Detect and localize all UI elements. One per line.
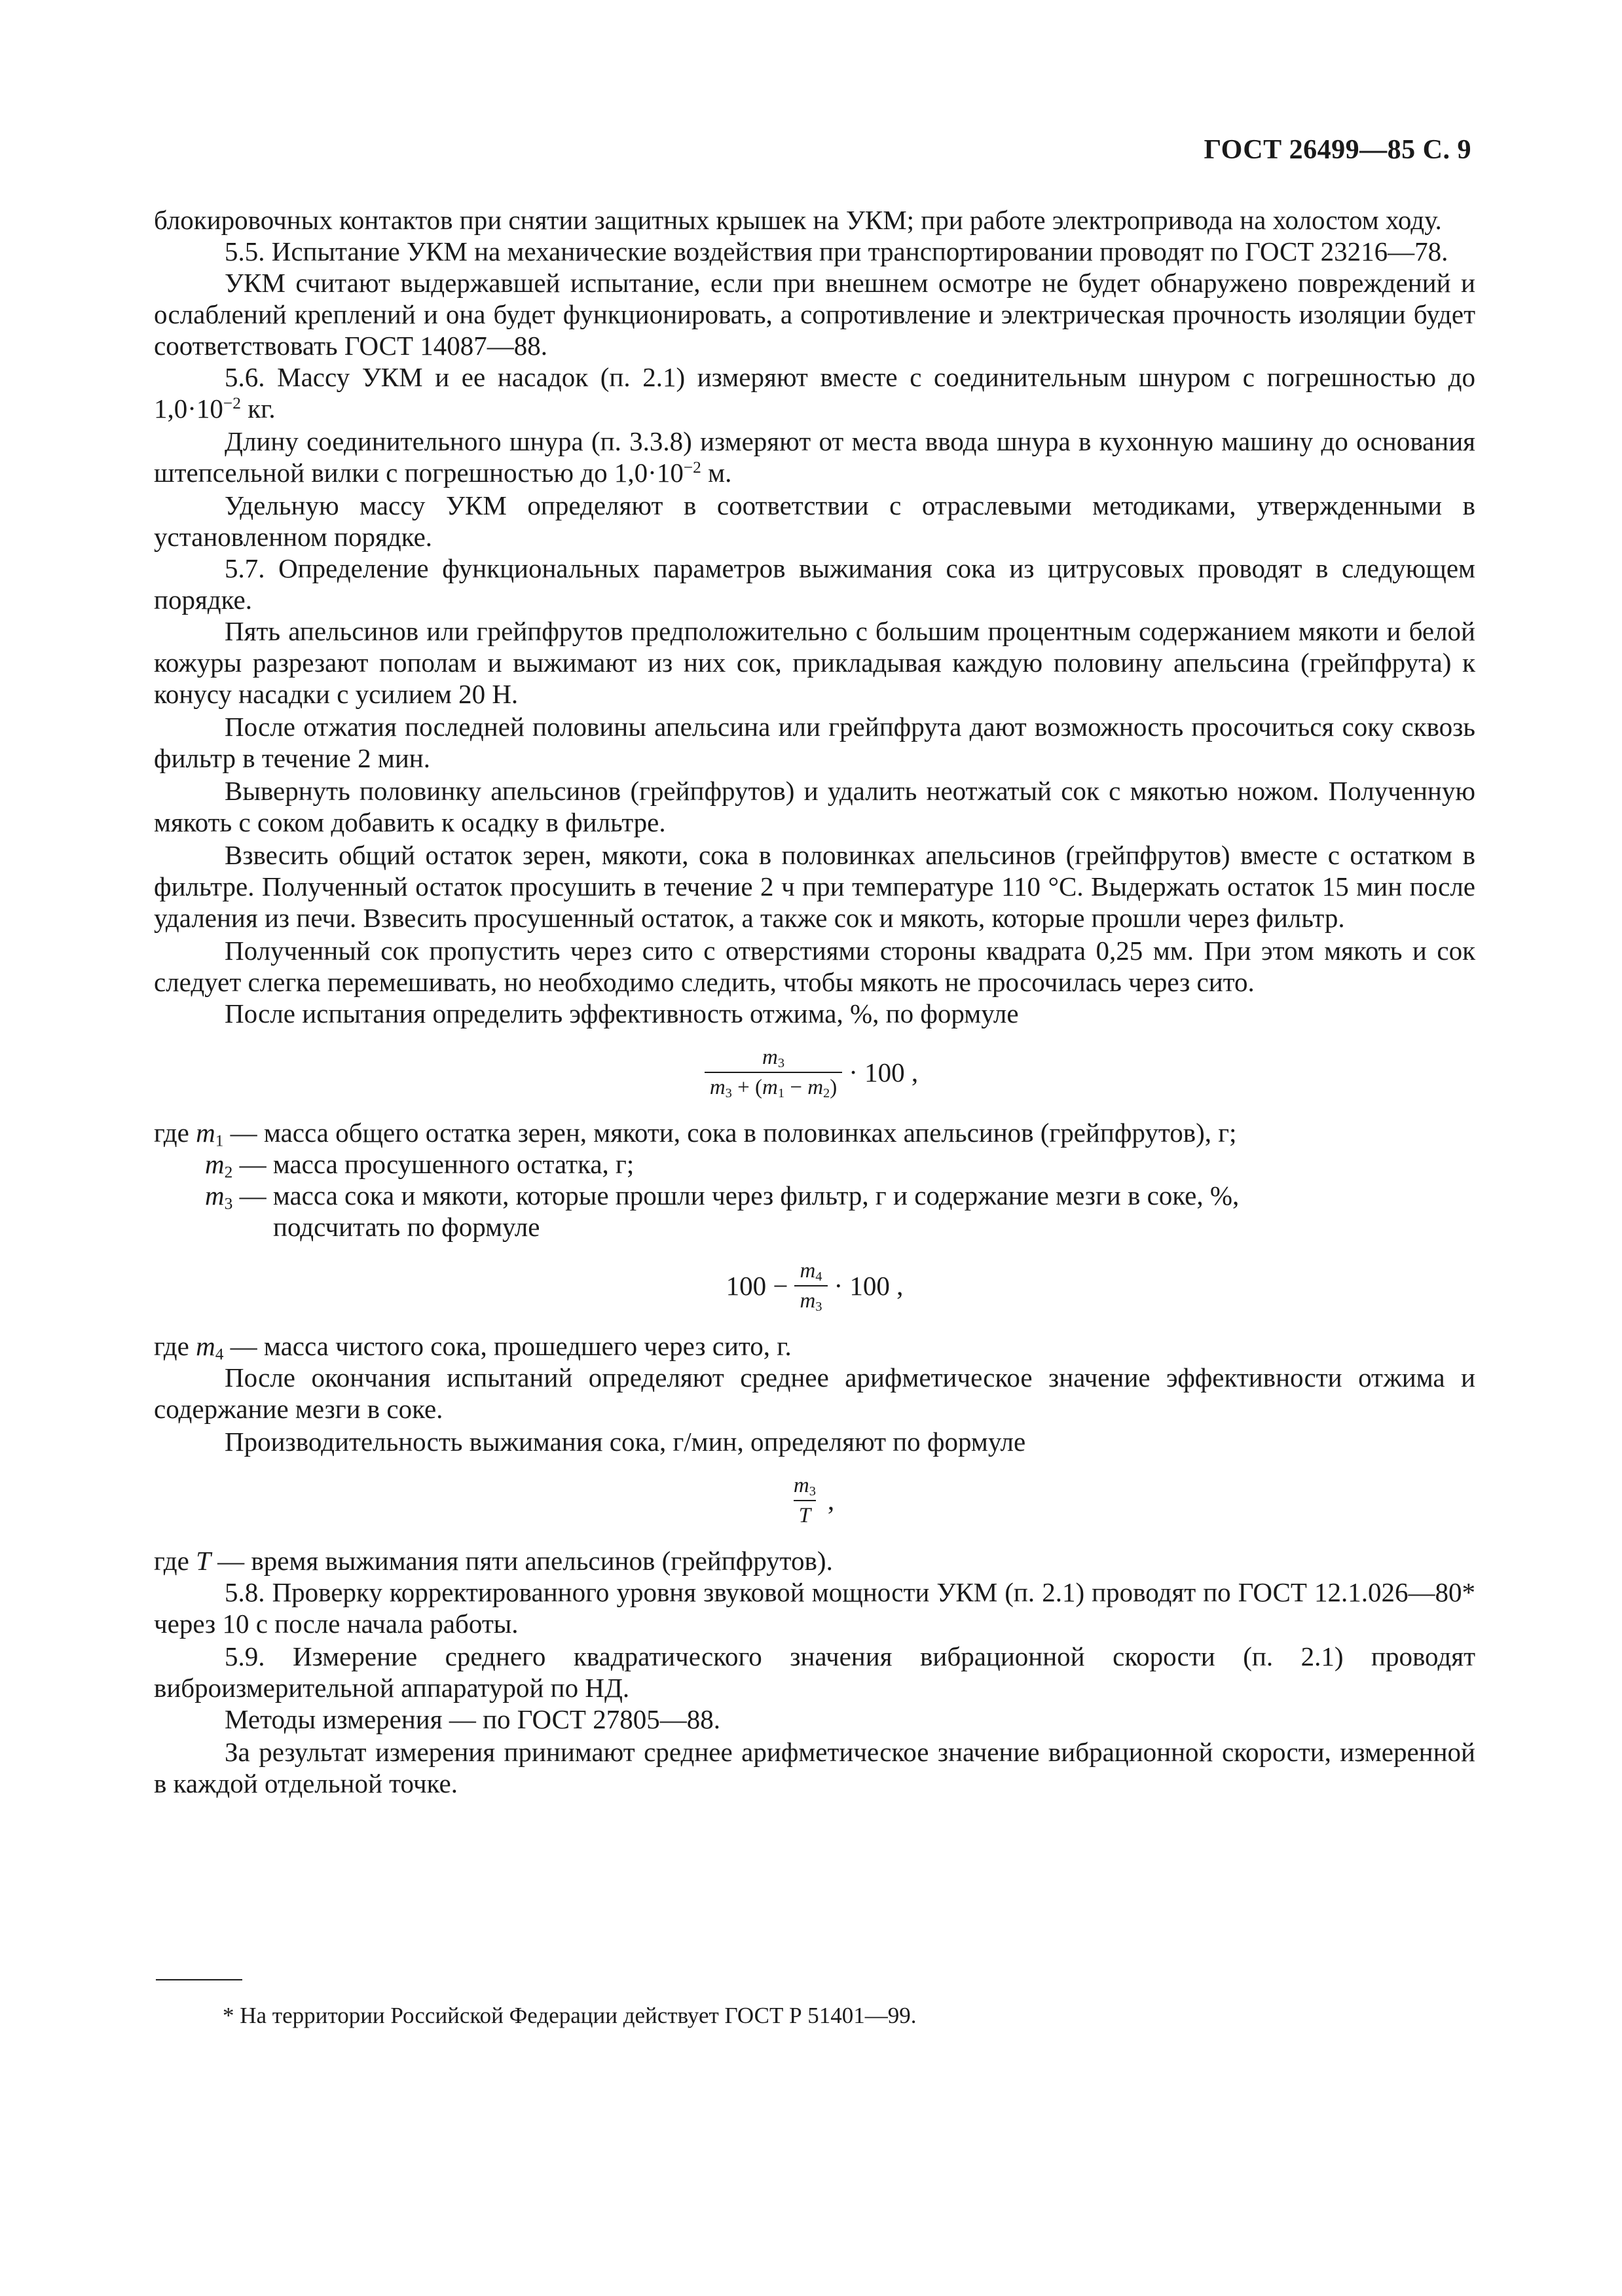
paragraph: 5.5. Испытание УКМ на механические воздействия при транспортировании проводят по ГОСТ 23216—78. <box>225 236 1448 266</box>
variable-definition: где T — время выжимания пяти апельсинов (грейпфрутов). <box>154 1546 833 1576</box>
footnote-divider <box>156 1979 242 1980</box>
paragraph <box>154 361 1475 424</box>
paragraph: Взвесить общий остаток зерен, мякоти, сока в половинках апельсинов (грейпфрутов) вместе с остатком в фильтре. Полученный остаток просушить в течение 2 ч при температуре 110 °С. Выдержать остаток 15 мин после удаления из печи. Взвесить просушенный остаток, а также сок и мякоть, которые прошли через фильтр. <box>154 840 1475 933</box>
variable-definition: $m_3$ — масса сока и мякоти, которые прошли через фильтр, г и содержание мезги в соке, %, <box>205 1180 1240 1213</box>
fraction <box>788 1473 821 1528</box>
paragraph: Методы измерения — по ГОСТ 27805—88. <box>225 1704 720 1734</box>
paragraph: 5.7. Определение функциональных параметров выжимания сока из цитрусовых проводят в следующем порядке. <box>154 553 1475 615</box>
exponent: −2 <box>223 394 241 413</box>
paragraph-text: м. <box>701 458 732 488</box>
variable-definition: где $m_1$ — масса общего остатка зерен, мякоти, сока в половинках апельсинов (грейпфрутов), г; <box>154 1118 1237 1150</box>
paragraph: УКМ считают выдержавшей испытание, если при внешнем осмотре не будет обнаружено повреждений и ослаблений креплений и она будет функционировать, а сопротивление и электрическая прочность изоляции будет соответствовать ГОСТ 14087—88. <box>154 268 1475 361</box>
paragraph-text: Длину соединительного шнура (п. 3.3.8) измеряют от места ввода шнура в кухонную машину до основания штепсельной вилки с погрешностью до 1,0·10 <box>154 426 1475 488</box>
variable-definition-cont: подсчитать по формуле <box>273 1212 540 1242</box>
paragraph: Вывернуть половинку апельсинов (грейпфрутов) и удалить неотжатый сок с мякотью ножом. Полученную мякоть с соком добавить к осадку в фильтре. <box>154 776 1475 837</box>
fraction <box>705 1045 842 1100</box>
paragraph: Пять апельсинов или грейпфрутов предположительно с большим процентным содержанием мякоти и белой кожуры разрезают пополам и выжимают из них сок, прикладывая каждую половину апельсина (грейпфрута) к конусу насадки с усилием 20 Н. <box>154 616 1475 709</box>
denominator: $m_3 + (m_1 - m_2)$ <box>705 1072 842 1100</box>
paragraph: Производительность выжимания сока, г/мин, определяют по формуле <box>225 1427 1026 1457</box>
paragraph <box>154 426 1475 488</box>
paragraph: 5.9. Измерение среднего квадратического значения вибрационной скорости (п. 2.1) проводят виброизмерительной аппаратурой по НД. <box>154 1641 1475 1703</box>
paragraph: 5.8. Проверку корректированного уровня звуковой мощности УКМ (п. 2.1) проводят по ГОСТ 12.1.026—80* через 10 с после начала работы. <box>154 1577 1475 1639</box>
denominator: T <box>794 1500 816 1528</box>
paragraph-text: 5.6. Массу УКМ и ее насадок (п. 2.1) измеряют вместе с соединительным шнуром с погрешностью до 1,0·10 <box>154 362 1475 424</box>
numerator: $m_3$ <box>793 1474 816 1499</box>
formula-productivity <box>154 1473 1475 1528</box>
paragraph-text: кг. <box>240 393 276 424</box>
formula-pulp-content <box>154 1258 1475 1313</box>
formula-lead: 100 − <box>726 1271 788 1301</box>
formula-tail: , <box>827 1485 835 1516</box>
footnote: * На территории Российской Федерации действует ГОСТ Р 51401—99. <box>223 2003 917 2028</box>
formula-tail: · 100 , <box>834 1271 904 1301</box>
document-body <box>154 204 1475 1799</box>
denominator: $m_3$ <box>794 1285 827 1313</box>
paragraph: блокировочных контактов при снятии защитных крышек на УКМ; при работе электропривода на холостом ходу. <box>154 205 1442 235</box>
formula-efficiency <box>154 1045 1475 1100</box>
variable-definition: $m_2$ — масса просушенного остатка, г; <box>205 1149 635 1182</box>
page-header: ГОСТ 26499—85 С. 9 <box>1204 135 1471 165</box>
paragraph: За результат измерения принимают среднее арифметическое значение вибрационной скорости, измеренной в каждой отдельной точке. <box>154 1737 1475 1798</box>
exponent: −2 <box>683 458 701 477</box>
paragraph: После испытания определить эффективность отжима, %, по формуле <box>225 998 1019 1029</box>
formula-tail: · 100 , <box>849 1057 919 1087</box>
paragraph: После окончания испытаний определяют среднее арифметическое значение эффективности отжима и содержание мезги в соке. <box>154 1362 1475 1424</box>
paragraph: Полученный сок пропустить через сито с отверстиями стороны квадрата 0,25 мм. При этом мякоть и сок следует слегка перемешивать, но необходимо следить, чтобы мякоть не просочилась через сито. <box>154 936 1475 997</box>
numerator: $m_4$ <box>800 1259 822 1285</box>
paragraph: Удельную массу УКМ определяют в соответствии с отраслевыми методиками, утвержденными в установленном порядке. <box>154 490 1475 552</box>
numerator: $m_3$ <box>762 1046 785 1071</box>
fraction <box>794 1258 827 1313</box>
paragraph: После отжатия последней половины апельсина или грейпфрута дают возможность просочиться соку сквозь фильтр в течение 2 мин. <box>154 712 1475 773</box>
variable-definition: где $m_4$ — масса чистого сока, прошедшего через сито, г. <box>154 1331 792 1364</box>
